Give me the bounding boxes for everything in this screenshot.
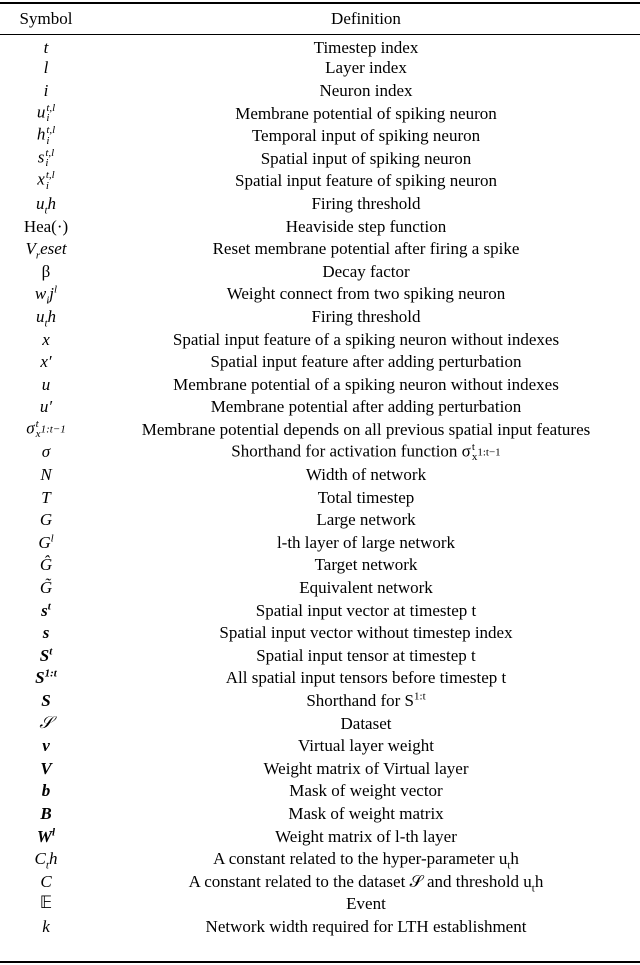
table-row	[0, 508, 640, 531]
definition-cell: Firing threshold	[311, 193, 421, 213]
table-body	[0, 34, 640, 938]
symbol-cell: $S^t$	[39, 645, 53, 665]
definition-cell: Virtual layer weight	[298, 736, 434, 756]
definition-cell: Spatial input vector without timestep index	[219, 623, 513, 643]
symbol-cell: b	[41, 781, 51, 801]
header-row	[0, 4, 640, 34]
table-row	[0, 57, 640, 80]
definition-cell: Membrane potential after adding perturbation	[210, 397, 522, 417]
definition-column-header: Definition	[331, 9, 401, 28]
table-row	[0, 192, 640, 215]
table-row	[0, 825, 640, 848]
table-row	[0, 712, 640, 735]
symbol-cell: s	[42, 623, 50, 643]
symbol-cell: Ĝ	[39, 555, 53, 575]
symbol-cell: s t,l i	[37, 146, 55, 170]
definition-cell: Spatial input vector at timestep t	[255, 600, 477, 620]
symbol-cell: G	[39, 510, 53, 530]
definition-cell: A constant related to the hyper-parameter $u_th$	[213, 849, 519, 872]
symbol-cell: u t,l i	[36, 101, 56, 125]
symbol-cell: $G^l$	[38, 532, 54, 552]
symbol-cell: B	[40, 803, 52, 823]
table-row	[0, 441, 640, 464]
table-row	[0, 79, 640, 102]
table-row	[0, 486, 640, 509]
definition-cell: Large network	[316, 510, 416, 530]
table-row	[0, 463, 640, 486]
table-row	[0, 893, 640, 916]
table-row	[0, 328, 640, 351]
table-row	[0, 215, 640, 238]
symbol-column-header: Symbol	[19, 9, 73, 28]
symbol-cell: S	[41, 691, 51, 711]
definition-cell: Equivalent network	[299, 578, 433, 598]
definition-cell: All spatial input tensors before timestep t	[225, 668, 507, 688]
notation-table	[0, 4, 640, 938]
definition-cell: Membrane potential depends on all previous spatial input features	[141, 419, 591, 439]
definition-cell: Spatial input tensor at timestep t	[256, 645, 476, 665]
table-row	[0, 847, 640, 870]
definition-cell: Shorthand for $S^{1:t}$	[306, 690, 426, 711]
definition-cell: Weight connect from two spiking neuron	[226, 284, 506, 304]
symbol-cell: G̃	[39, 578, 53, 598]
bottom-rule	[0, 961, 640, 963]
symbol-cell: C	[40, 871, 52, 891]
symbol-cell: v	[42, 736, 50, 756]
definition-cell: l-th layer of large network	[276, 532, 456, 552]
definition-cell: Layer index	[325, 58, 407, 78]
definition-cell: Firing threshold	[311, 306, 421, 326]
table-row	[0, 780, 640, 803]
definition-cell: Total timestep	[317, 487, 415, 507]
definition-cell: Spatial input of spiking neuron	[260, 148, 472, 168]
symbol-cell: l	[43, 58, 49, 78]
symbol-cell: x′	[40, 352, 52, 372]
definition-cell: Network width required for LTH establishment	[205, 916, 527, 936]
symbol-cell: $u_th$	[35, 193, 57, 217]
table-row	[0, 102, 640, 125]
symbol-cell: $W^l$	[36, 825, 56, 846]
symbol-cell: T	[41, 487, 51, 507]
definition-cell: Target network	[314, 555, 418, 575]
definition-cell: A constant related to the dataset 𝒮 and threshold $u_th$	[188, 871, 544, 895]
table-row	[0, 599, 640, 622]
table-row	[0, 667, 640, 690]
symbol-cell: t	[43, 37, 49, 57]
table-row	[0, 283, 640, 306]
symbol-cell: x	[42, 329, 50, 349]
table-row	[0, 418, 640, 441]
table-row	[0, 576, 640, 599]
definition-cell: Mask of weight vector	[289, 781, 443, 801]
table-row	[0, 802, 640, 825]
definition-cell: Spatial input feature of spiking neuron	[234, 171, 498, 191]
symbol-cell: $u_th$	[35, 306, 57, 330]
table-row	[0, 915, 640, 938]
table-row	[0, 170, 640, 193]
definition-cell: Mask of weight matrix	[288, 803, 444, 823]
table-row	[0, 237, 640, 260]
table-row	[0, 554, 640, 577]
table-row	[0, 34, 640, 57]
symbol-cell: $V_reset$	[25, 239, 67, 262]
symbol-cell: k	[42, 916, 50, 936]
definition-cell: Weight matrix of Virtual layer	[263, 758, 469, 778]
table-row	[0, 124, 640, 147]
definition-cell: Reset membrane potential after firing a spike	[212, 239, 520, 259]
symbol-cell: σ	[41, 442, 51, 462]
symbol-cell: σ t $x^{1:t-1}$	[26, 417, 66, 441]
symbol-cell: $C_th$	[34, 849, 58, 872]
symbol-cell: $s^t$	[41, 599, 51, 620]
definition-cell: Width of network	[305, 465, 427, 485]
table-row	[0, 644, 640, 667]
table-row	[0, 757, 640, 780]
definition-cell: Temporal input of spiking neuron	[251, 126, 481, 146]
symbol-cell: Hea(·)	[23, 216, 69, 236]
definition-cell: Heaviside step function	[285, 216, 447, 236]
symbol-cell: $w_ij^l$	[34, 283, 58, 307]
definition-cell: Spatial input feature after adding perturbation	[210, 352, 522, 372]
table-row	[0, 147, 640, 170]
definition-cell: Weight matrix of l-th layer	[275, 826, 457, 846]
table-row	[0, 396, 640, 419]
symbol-cell: i	[43, 80, 49, 100]
definition-cell: Neuron index	[319, 80, 413, 100]
symbol-cell: V	[40, 758, 52, 778]
symbol-cell: β	[41, 261, 51, 281]
table-row	[0, 260, 640, 283]
symbol-cell: $S^{1:t}$	[35, 667, 57, 688]
table-row	[0, 621, 640, 644]
table-row	[0, 689, 640, 712]
symbol-cell: u′	[39, 397, 53, 417]
table-row	[0, 531, 640, 554]
symbol-cell: x t,l i	[37, 169, 55, 192]
symbol-cell: h t,l i	[36, 124, 56, 147]
definition-cell: Timestep index	[313, 37, 419, 57]
definition-cell: Event	[346, 894, 386, 914]
table-row	[0, 305, 640, 328]
definition-cell: Dataset	[340, 713, 392, 733]
definition-cell: Decay factor	[322, 261, 410, 281]
table-row	[0, 870, 640, 893]
table-row	[0, 373, 640, 396]
symbol-cell: N	[40, 465, 52, 485]
table-row	[0, 734, 640, 757]
definition-cell: Membrane potential of a spiking neuron without indexes	[173, 374, 559, 394]
symbol-cell: 𝒮	[39, 712, 53, 733]
definition-cell: Shorthand for activation function σ t $x^{1:t-1}$	[231, 440, 501, 463]
symbol-cell: 𝔼	[39, 893, 53, 914]
symbol-cell: u	[41, 374, 51, 394]
table-row	[0, 350, 640, 373]
definition-cell: Membrane potential of spiking neuron	[235, 103, 497, 123]
definition-cell: Spatial input feature of a spiking neuron without indexes	[172, 329, 560, 349]
